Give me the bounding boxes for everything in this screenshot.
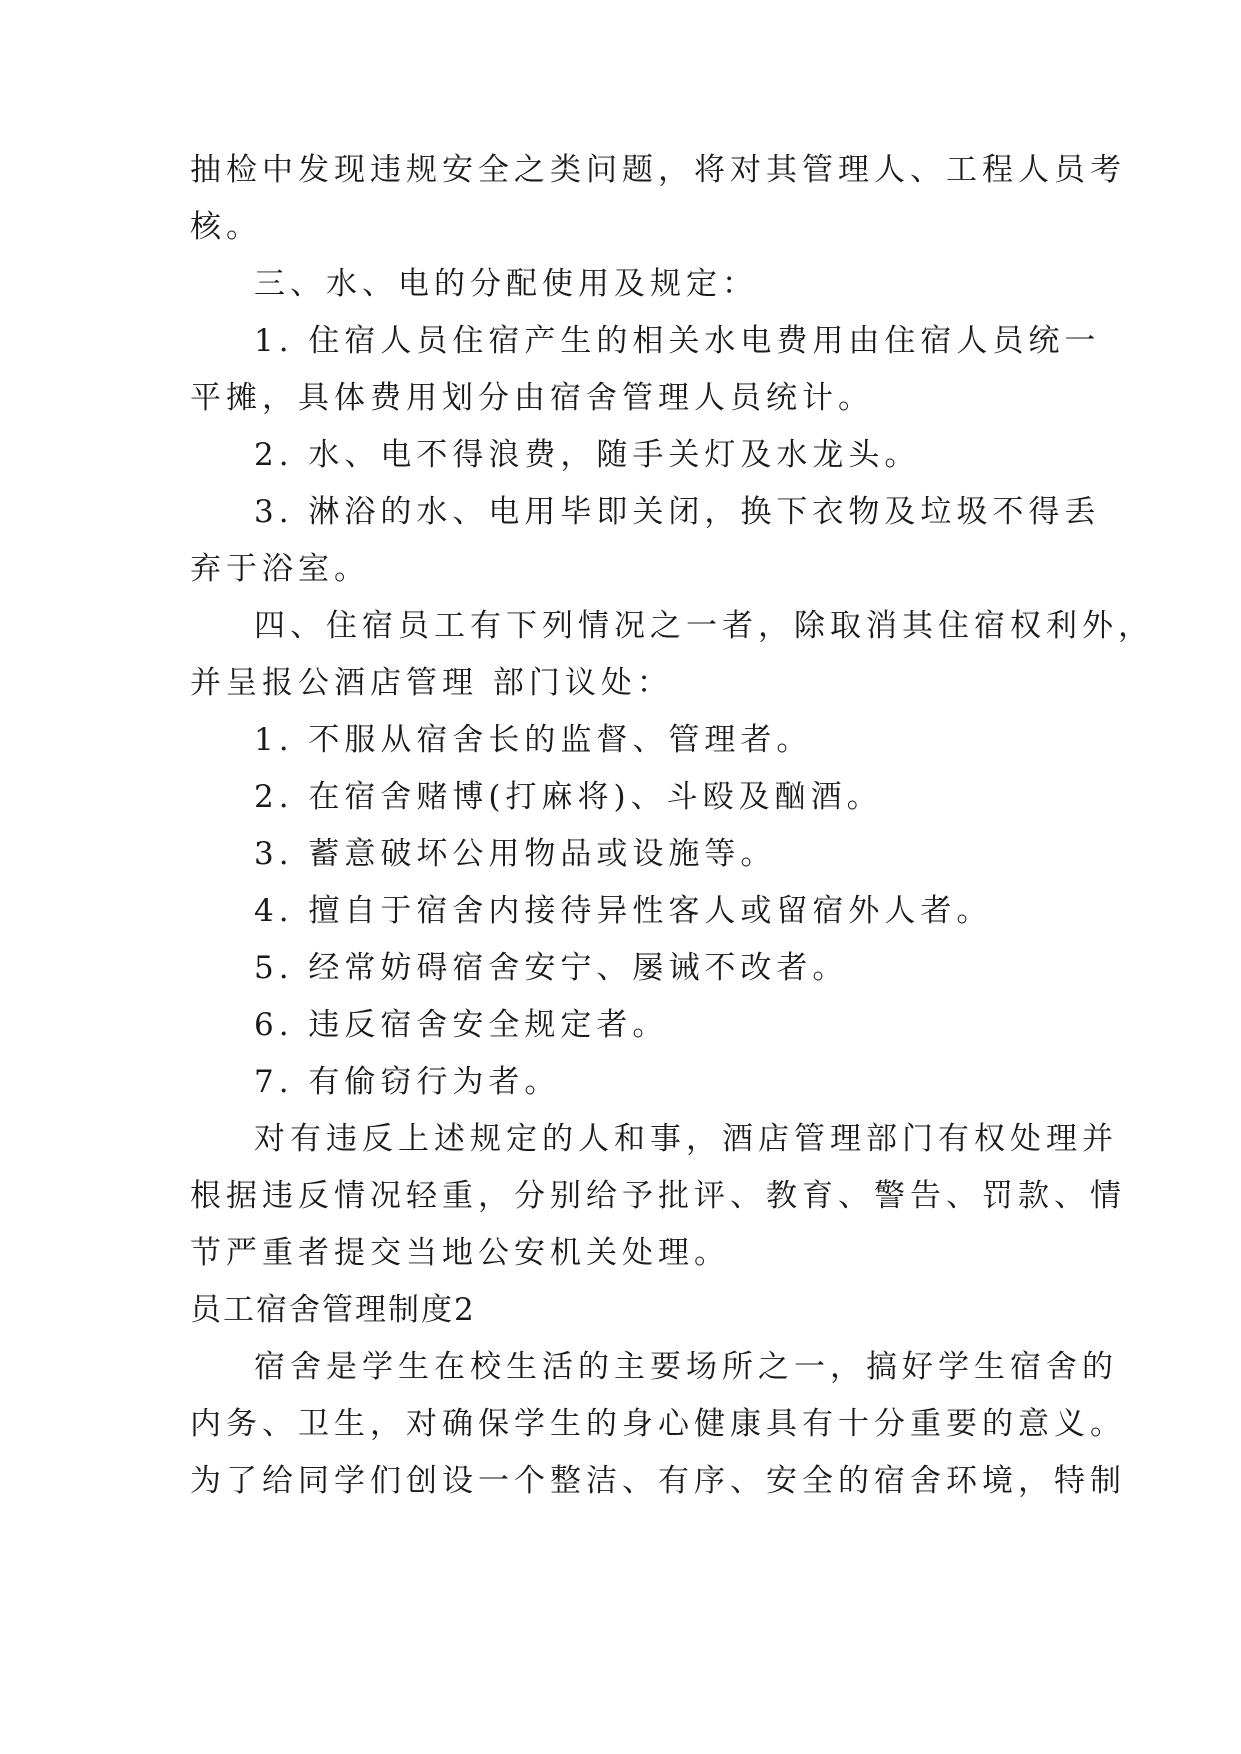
list-item: 7. 有偷窃行为者。 xyxy=(254,1064,561,1100)
text-line: 内务、卫生，对确保学生的身心健康具有十分重要的意义。 xyxy=(190,1406,1126,1442)
list-item: 2. 在宿舍赌博(打麻将)、斗殴及酗酒。 xyxy=(254,779,883,815)
paragraph-line: 对有违反上述规定的人和事，酒店管理部门有权处理并 xyxy=(254,1121,1118,1157)
section-heading-3: 三、水、电的分配使用及规定： xyxy=(254,266,758,302)
list-item: 1. 不服从宿舍长的监督、管理者。 xyxy=(254,722,813,758)
text-line: 核。 xyxy=(190,209,262,245)
text-line: 节严重者提交当地公安机关处理。 xyxy=(190,1235,730,1271)
paragraph-line: 宿舍是学生在校生活的主要场所之一，搞好学生宿舍的 xyxy=(254,1349,1118,1385)
list-item: 2. 水、电不得浪费，随手关灯及水龙头。 xyxy=(254,437,921,473)
list-item: 3. 淋浴的水、电用毕即关闭，换下衣物及垃圾不得丢 xyxy=(254,494,1101,530)
text-line: 并呈报公酒店管理 部门议处： xyxy=(190,665,673,701)
text-line: 根据违反情况轻重，分别给予批评、教育、警告、罚款、情 xyxy=(190,1178,1126,1214)
list-item: 1. 住宿人员住宿产生的相关水电费用由住宿人员统一 xyxy=(254,323,1101,359)
list-item: 5. 经常妨碍宿舍安宁、屡诫不改者。 xyxy=(254,950,849,986)
text-line: 弃于浴室。 xyxy=(190,551,370,587)
text-line: 为了给同学们创设一个整洁、有序、安全的宿舍环境，特制 xyxy=(190,1463,1126,1499)
section-heading-4: 四、住宿员工有下列情况之一者，除取消其住宿权利外， xyxy=(254,608,1154,644)
document-title: 员工宿舍管理制度2 xyxy=(190,1292,476,1328)
list-item: 6. 违反宿舍安全规定者。 xyxy=(254,1007,669,1043)
list-item: 4. 擅自于宿舍内接待异性客人或留宿外人者。 xyxy=(254,893,993,929)
text-line: 平摊，具体费用划分由宿舍管理人员统计。 xyxy=(190,380,874,416)
text-line: 抽检中发现违规安全之类问题，将对其管理人、工程人员考 xyxy=(190,152,1126,188)
list-item: 3. 蓄意破坏公用物品或设施等。 xyxy=(254,836,777,872)
